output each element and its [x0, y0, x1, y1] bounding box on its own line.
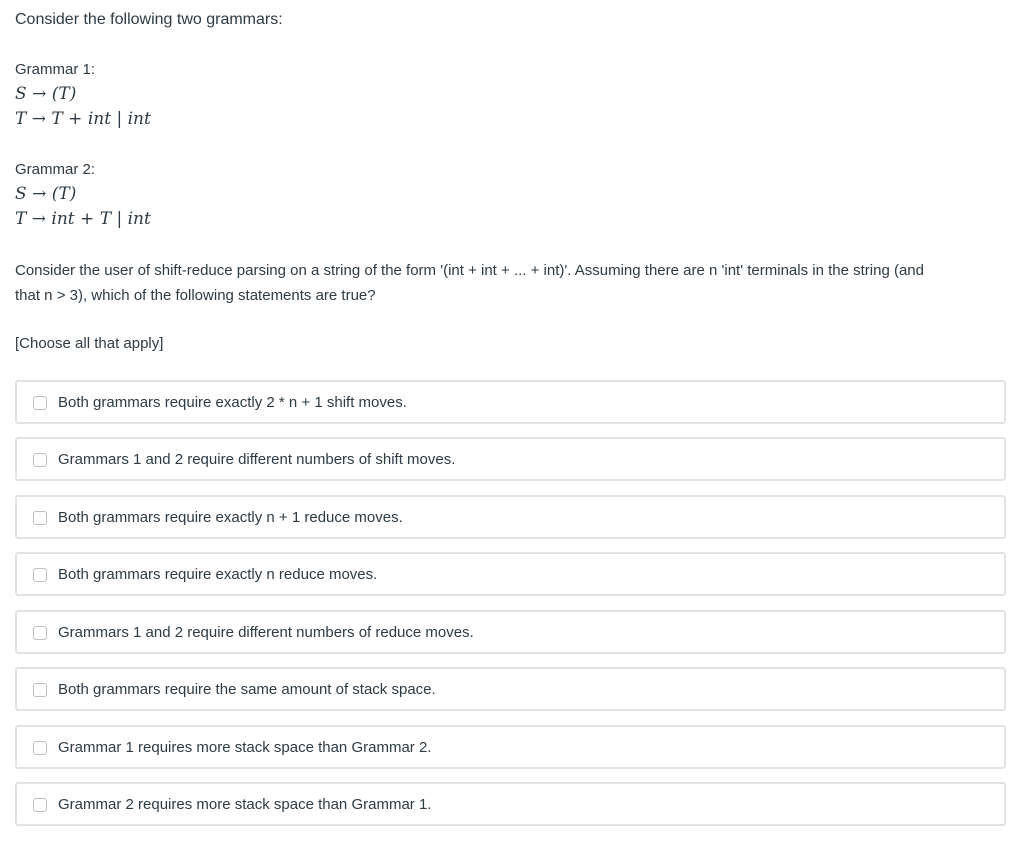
answer-label[interactable]: Grammar 2 requires more stack space than Grammar 1. — [58, 796, 432, 813]
grammar-1-label: Grammar 1: — [15, 61, 96, 78]
grammar-1-rule-t — [15, 108, 151, 130]
rule-arrow: → — [32, 184, 47, 204]
rule-rhs-b: T — [99, 209, 112, 229]
rule-rhs: (T) — [51, 84, 77, 104]
question-instructions: [Choose all that apply] — [15, 335, 164, 352]
rule-arrow: → — [31, 209, 46, 229]
rule-rhs-b: int — [87, 109, 112, 129]
answer-option-7[interactable] — [15, 725, 1006, 769]
rule-rhs-c: int — [127, 209, 151, 229]
checkbox[interactable] — [33, 453, 47, 467]
checkbox[interactable] — [33, 626, 47, 640]
rule-rhs: (T) — [51, 184, 77, 204]
checkbox[interactable] — [33, 683, 47, 697]
rule-arrow: → — [31, 109, 46, 129]
question-intro: Consider the following two grammars: — [15, 11, 283, 28]
answer-option-2[interactable] — [15, 437, 1006, 481]
answer-label[interactable]: Grammar 1 requires more stack space than Grammar 2. — [58, 739, 432, 756]
grammar-2-label: Grammar 2: — [15, 161, 96, 178]
rule-lhs: T — [15, 209, 27, 229]
answer-option-4[interactable] — [15, 552, 1006, 596]
answer-option-6[interactable] — [15, 667, 1006, 711]
checkbox[interactable] — [33, 511, 47, 525]
answer-label[interactable]: Grammars 1 and 2 require different numbers of shift moves. — [58, 451, 456, 468]
answer-option-8[interactable] — [15, 782, 1006, 826]
rule-arrow: → — [32, 84, 47, 104]
rule-lhs: S — [15, 84, 27, 104]
rule-lhs: S — [15, 184, 27, 204]
question-prompt-line-2: that n > 3), which of the following statements are true? — [15, 287, 376, 304]
answer-option-1[interactable] — [15, 380, 1006, 424]
answer-label[interactable]: Grammars 1 and 2 require different numbers of reduce moves. — [58, 624, 474, 641]
answer-label[interactable]: Both grammars require exactly n reduce moves. — [58, 566, 378, 583]
answer-option-3[interactable] — [15, 495, 1006, 539]
answer-label[interactable]: Both grammars require the same amount of stack space. — [58, 681, 436, 698]
rule-rhs-a: int — [51, 209, 75, 229]
rule-plus: + — [80, 209, 95, 229]
grammar-2-rule-s — [15, 183, 76, 205]
rule-rhs-a: T — [51, 109, 63, 129]
checkbox[interactable] — [33, 396, 47, 410]
answer-label[interactable]: Both grammars require exactly 2 * n + 1 shift moves. — [58, 394, 407, 411]
rule-plus: + — [68, 109, 83, 129]
answer-option-5[interactable] — [15, 610, 1006, 654]
checkbox[interactable] — [33, 568, 47, 582]
grammar-1-rule-s — [15, 83, 76, 105]
rule-bar: | — [116, 209, 123, 229]
rule-lhs: T — [15, 109, 27, 129]
checkbox[interactable] — [33, 741, 47, 755]
rule-rhs-c: int — [127, 109, 151, 129]
rule-bar: | — [116, 109, 123, 129]
question-prompt — [15, 258, 1005, 308]
grammar-2-rule-t — [15, 208, 151, 230]
question-prompt-line-1: Consider the user of shift-reduce parsing on a string of the form '(int + int + ... + int)'. Assuming there are n 'int' terminals in the string (and — [15, 262, 924, 279]
checkbox[interactable] — [33, 798, 47, 812]
answer-label[interactable]: Both grammars require exactly n + 1 reduce moves. — [58, 509, 403, 526]
